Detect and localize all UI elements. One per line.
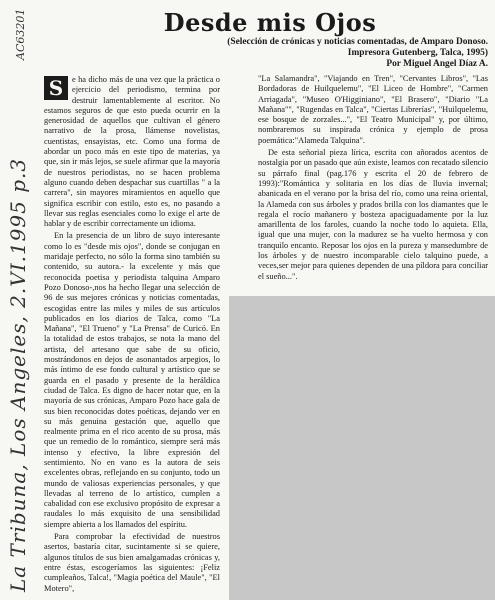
handwritten-note: La Tribuna, Los Angeles, 2.VI.1995 p.3 bbox=[6, 157, 30, 592]
paragraph-text: e ha dicho más de una vez que la práctica o ejercicio del periodismo, termina por destruir lamentablemente al escritor. No estamos seguros de que esto pueda ocurrir en la generosidad de aquellos que cultivan el género narrativo de la prosa, llámense novelistas, cuentistas, ensayistas, etc. Como una forma de abordar un poco más en este tipo de materias, ya que, sin ir más lejos, se suele afirmar que la mayoría de nuestros periodistas, no se hacen problema alguno cuando deben despachar sus cuartillas " a la carrera", sin mayores miramientos en aquello que significa escribir con estilo, esto es, no pasando a llevar sus reglas esenciales como lo exige el arte de hablar y de escribir correctamente un idioma. bbox=[44, 75, 220, 229]
archive-stamp: AC63201 bbox=[14, 8, 27, 60]
article-column-right bbox=[258, 74, 488, 284]
paragraph: En la presencia de un libro de suyo interesante como lo es "desde mis ojos", donde se conjugan en maridaje perfecto, no sólo la forma sino también su contenido, su autora.- la excelente y más que reconocida poetisa y periodista talquina Amparo Pozo Donoso-,nos ha hecho llegar una selección de 96 de sus mejores crónicas y noticias comentadas, escogidas entre las miles y miles de sus artículos publicados en los diarios de Talca, como "La Mañana", "El Trueno" y "La Prensa" de Curicó. En la totalidad de estos trabajos, se nota la mano del artista, del artesano que sabe de su oficio, mostrándonos en dejos de asonantados arpegios, lo más íntimo de ese fondo cultural y artístico que se guarda en el pasado y presente de la heráldica ciudad de Talca. Es digno de hacer notar que, en la mayoría de sus crónicas, Amparo Pozo hace gala de sus bien reconocidas dotes poéticas, dejando ver en su más genuina gestación que, aquello que realmente prima en el rico acento de su prosa, más que un remedio de lo romántico, siempre será más intenso y efectivo, la libre expresión del sentimiento. No en vano es la autora de seis excelentes obras, reflejando en su conjunto, todo un mundo de valiosas experiencias personales, y que llevadas al terreno de lo artístico, cumplen a cabalidad con ese exclusivo propósito de expresar a raudales lo más exquisito de una sensibilidad siempre abierta a los llamados del espíritu. bbox=[44, 231, 220, 529]
article-title: Desde mis Ojos bbox=[163, 8, 377, 37]
article-subtitle: (Selección de crónicas y noticias comentadas, de Amparo Donoso. Impresora Gutenberg, Talca, 1995) bbox=[227, 37, 488, 58]
paragraph: Para comprobar la efectividad de nuestros asertos, bastaría citar, sucintamente si se quiere, algunos títulos de sus bien amalgamadas crónicas y, entre éstas, escogeríamos las siguientes: ¡Feliz cumpleaños, Talca!, "Magia poética del Maule", "El Motero", bbox=[44, 532, 220, 593]
article-column-left bbox=[44, 75, 220, 596]
article-byline: Por Miguel Angel Díaz A. bbox=[386, 59, 488, 69]
drop-cap: S bbox=[44, 76, 68, 100]
paragraph: "La Salamandra", "Viajando en Tren", "Cervantes Libros", "Las Bordadoras de Huilquelemu", "El Liceo de Hombre", "Carmen Arriagada", "Museo O'Higginiano", "El Brasero", "Diario "La Mañana"", "Rugendas en Talca", "Ciertas Librerías", "Huilquelemu, ese bosque de zorzales...", "El Teatro Municipal" y, por último, nombraremos su inspirada crónica y ejemplo de prosa poemática:"Alameda Talquina". bbox=[258, 74, 488, 145]
photo-placeholder bbox=[229, 296, 495, 600]
paragraph: De esta señorial pieza lírica, escrita con añorados acentos de nostalgia por un pasado que aún existe, leamos con recatado silencio su párrafo final (pag.176 y escrita el 20 de febrero de 1993):"Romántica y solitaria en los días de lluvia invernal; abanicada en el verano por la brisa del río, como una reina oriental, la Alameda con sus árboles y prados brilla con los diamantes que le regala el rocío mañanero y bosteza apaciguadamente por la luz amarillenta de los faroles, cuando la noche todo lo aquieta. Ella, igual que una mujer, con la madurez se ha vuelto hermosa y con tranquilo encanto. Reposar los ojos en la pureza y mansedumbre de los árboles y de nuestro incomparable cielo talquino puede, a veces,ser mejor para quienes dependen de una píldora para conciliar el sueño...". bbox=[258, 148, 489, 281]
paragraph bbox=[44, 75, 220, 229]
